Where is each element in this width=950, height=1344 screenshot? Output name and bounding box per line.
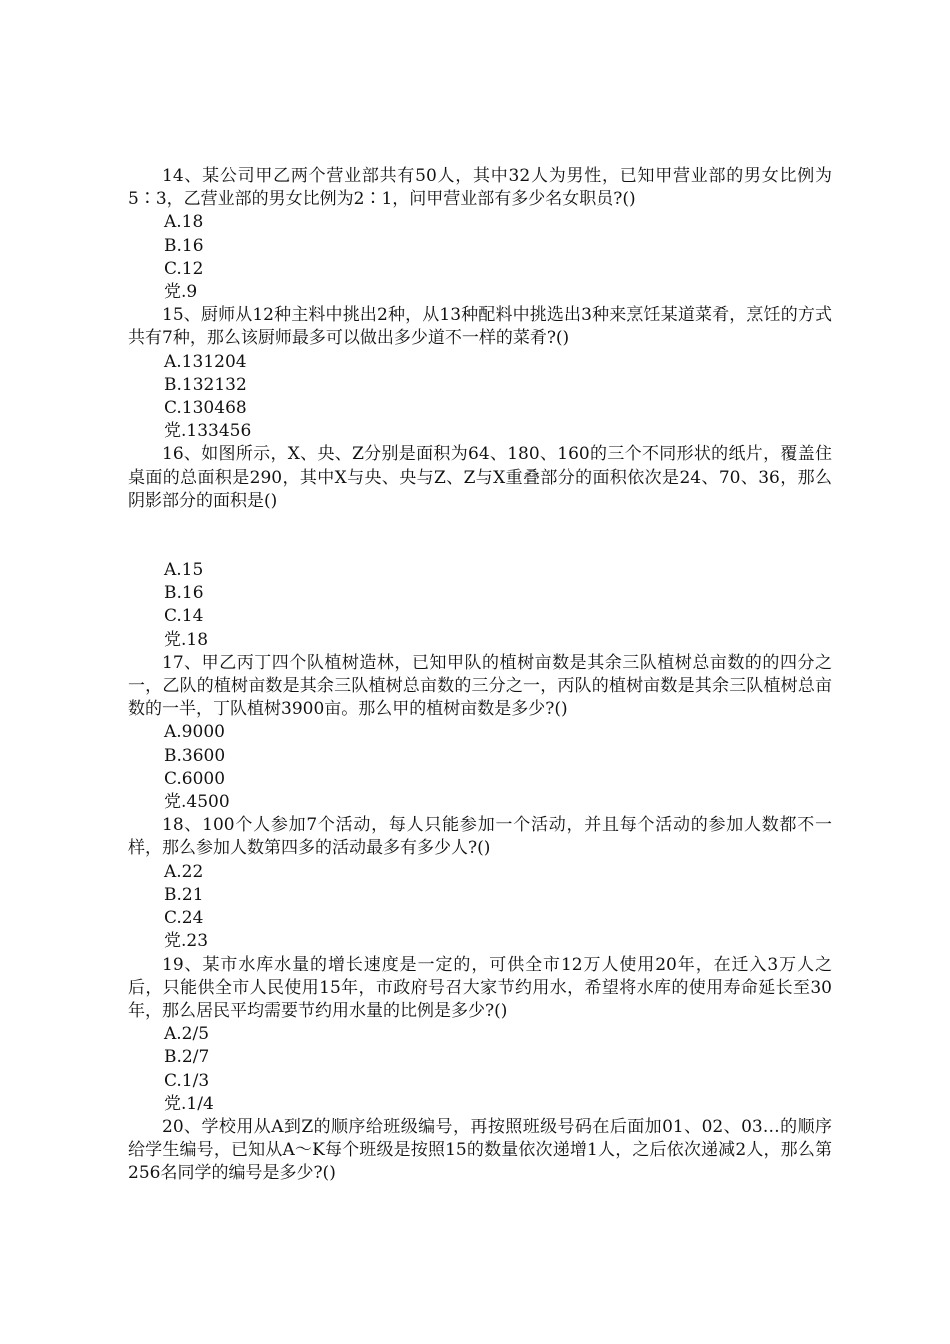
option-b: B.132132	[164, 374, 247, 395]
figure-placeholder	[128, 513, 832, 559]
option-c: C.1/3	[164, 1070, 210, 1091]
question-14: 14、某公司甲乙两个营业部共有50人，其中32人为男性，已知甲营业部的男女比例为5∶3，乙营业部的男女比例为2∶1，问甲营业部有多少名女职员?()	[128, 166, 832, 210]
option-b: B.16	[164, 583, 204, 604]
option-a: A.22	[164, 861, 204, 882]
option-c: C.6000	[164, 768, 226, 789]
option-b: B.3600	[164, 745, 226, 766]
question-15: 15、厨师从12种主料中挑出2种，从13种配料中挑选出3种来烹饪某道菜肴，烹饪的方式共有7种，那么该厨师最多可以做出多少道不一样的菜肴?()	[128, 305, 832, 349]
question-19: 19、某市水库水量的增长速度是一定的，可供全市12万人使用20年，在迁入3万人之后，只能供全市人民使用15年，市政府号召大家节约用水，希望将水库的使用寿命延长至30年，那么居民平均需要节约用水量的比例是多少?()	[128, 954, 832, 1021]
option-b: B.16	[164, 235, 204, 256]
option-c: C.24	[164, 908, 204, 929]
option-d: 党.23	[164, 931, 209, 952]
option-c: C.130468	[164, 398, 247, 419]
option-c: C.12	[164, 258, 204, 279]
option-a: A.18	[164, 212, 204, 233]
question-16: 16、如图所示，X、央、Z分别是面积为64、180、160的三个不同形状的纸片，覆盖住桌面的总面积是290，其中X与央、央与Z、Z与X重叠部分的面积依次是24、70、36，那么阴影部分的面积是()	[128, 444, 832, 511]
option-b: B.21	[164, 884, 204, 905]
option-d: 党.18	[164, 629, 209, 650]
option-d: 党.4500	[164, 792, 230, 813]
question-list	[128, 165, 832, 1186]
option-a: A.131204	[164, 351, 247, 372]
option-d: 党.1/4	[164, 1093, 214, 1114]
option-a: A.9000	[164, 722, 225, 743]
option-a: A.15	[164, 560, 204, 581]
option-a: A.2/5	[164, 1024, 210, 1045]
option-d: 党.133456	[164, 421, 252, 442]
question-17: 17、甲乙丙丁四个队植树造林，已知甲队的植树亩数是其余三队植树总亩数的的四分之一，乙队的植树亩数是其余三队植树总亩数的三分之一，丙队的植树亩数是其余三队植树总亩数的一半，丁队植树3900亩。那么甲的植树亩数是多少?()	[128, 652, 832, 720]
question-18: 18、100个人参加7个活动，每人只能参加一个活动，并且每个活动的参加人数都不一样，那么参加人数第四多的活动最多有多少人?()	[128, 815, 832, 859]
option-c: C.14	[164, 606, 204, 627]
option-d: 党.9	[164, 282, 198, 303]
option-b: B.2/7	[164, 1047, 210, 1068]
question-20: 20、学校用从A到Z的顺序给班级编号，再按照班级号码在后面加01、02、03…的顺序给学生编号，已知从A～K每个班级是按照15的数量依次递增1人，之后依次递减2人，那么第256名同学的编号是多少?()	[128, 1116, 832, 1184]
